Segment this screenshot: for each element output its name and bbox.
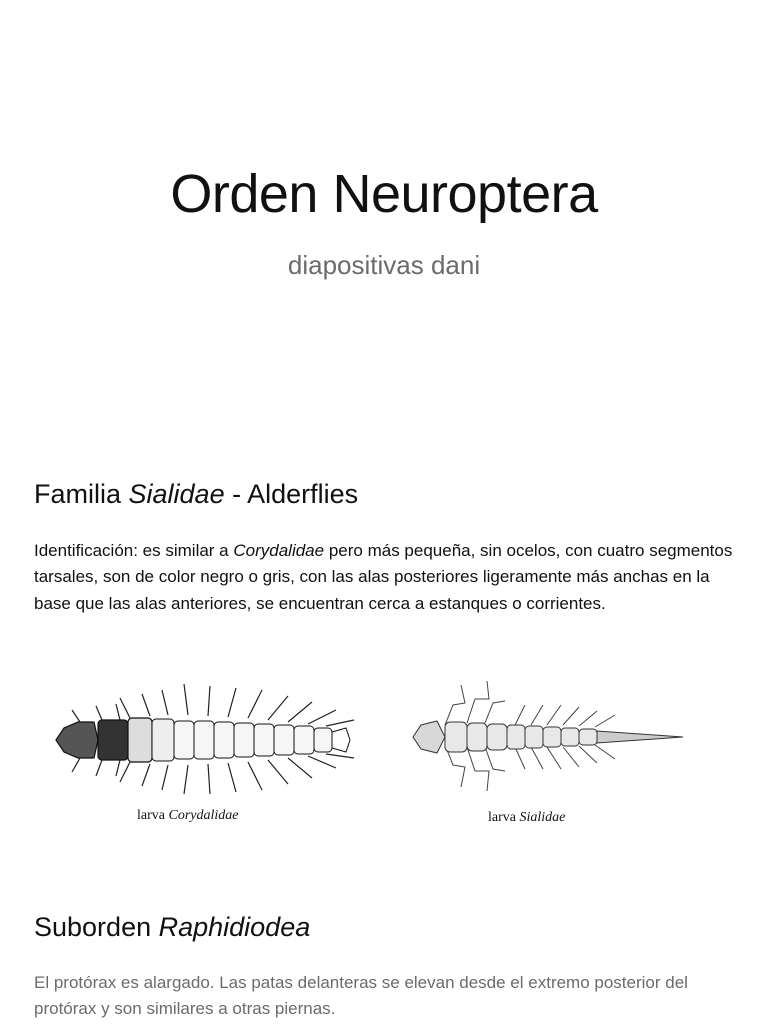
raphidiodea-heading-italic: Raphidiodea (158, 912, 311, 942)
sialidae-caption (488, 810, 565, 826)
raphidiodea-heading-prefix: Suborden (34, 912, 159, 942)
caption-prefix: larva (137, 808, 169, 823)
sialidae-identification-paragraph (34, 538, 749, 617)
sialidae-heading-italic: Sialidae (128, 479, 225, 509)
raphidiodea-paragraph: El protórax es alargado. Las patas delanteras se elevan desde el extremo posterior del protórax y son similares a otras piernas. (34, 973, 688, 1019)
ident-text-part1: Identificación: es similar a (34, 541, 234, 560)
caption-italic: Sialidae (519, 810, 566, 825)
caption-prefix: larva (488, 810, 520, 825)
page-title: Orden Neuroptera (170, 164, 598, 224)
raphidiodea-heading (34, 912, 310, 943)
caption-italic: Corydalidae (168, 808, 239, 823)
ident-text-part2: pero más pequeña, sin ocelos, con cuatro segmentos tarsales, son de color negro o gris, con las alas posteriores ligeramente más anchas en la base que las alas anteriores, se encuentran cerca a estanques o corrientes. (34, 541, 733, 613)
sialidae-larva-illustration (405, 675, 690, 800)
corydalidae-larva-illustration (50, 680, 370, 800)
corydalidae-caption (137, 808, 238, 824)
sialidae-heading (34, 479, 358, 510)
sialidae-heading-suffix: - Alderflies (224, 479, 359, 509)
page-subtitle: diapositivas dani (287, 250, 481, 280)
sialidae-heading-prefix: Familia (34, 479, 129, 509)
ident-text-italic: Corydalidae (233, 541, 325, 560)
